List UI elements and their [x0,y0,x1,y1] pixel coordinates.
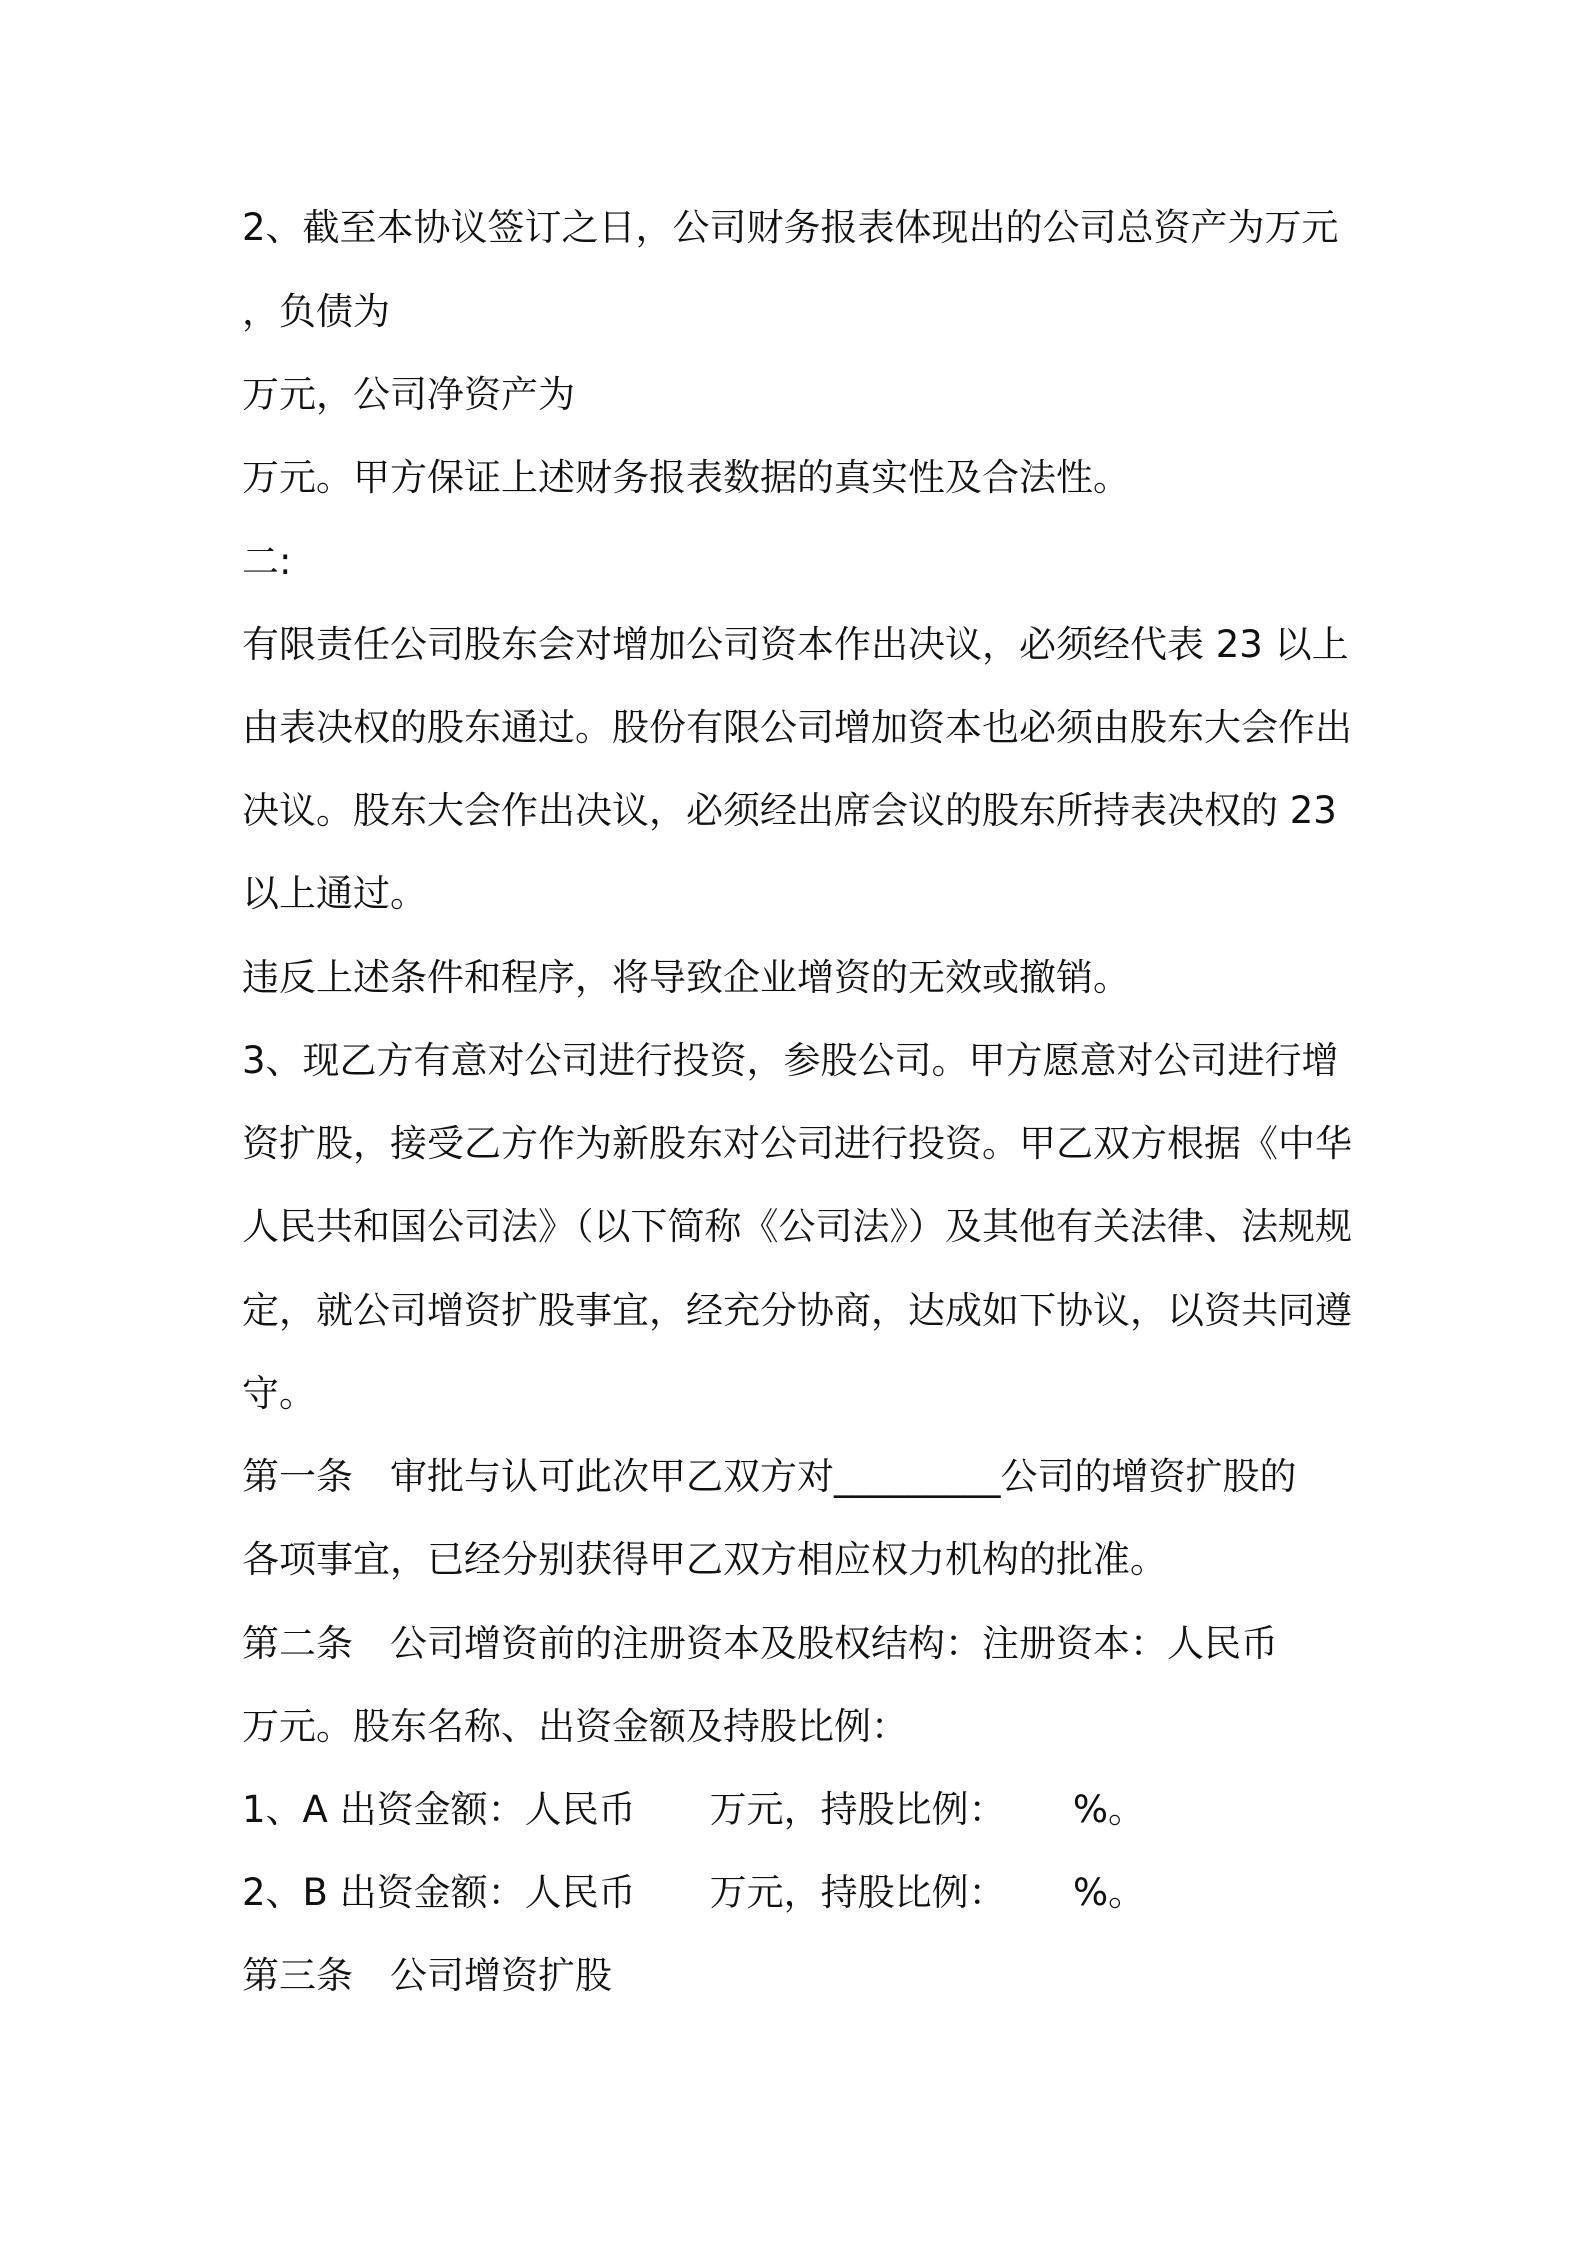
text-line-17: 各项事宜，已经分别获得甲乙双方相应权力机构的批准。 [242,1538,1167,1581]
text-line-14: 定，就公司增资扩股事宜，经充分协商，达成如下协议，以资共同遵 [242,1289,1352,1332]
text-line-18: 第二条 公司增资前的注册资本及股权结构：注册资本：人民币 [242,1622,1278,1665]
text-line-5: 二: [242,540,292,583]
text-line-21: 2、B 出资金额：人民币 万元，持股比例： %。 [242,1871,1146,1914]
text-line-11: 3、现乙方有意对公司进行投资，参股公司。甲方愿意对公司进行增 [242,1039,1339,1082]
text-line-9: 以上通过。 [242,872,427,915]
text-line-20: 1、A 出资金额：人民币 万元，持股比例： %。 [242,1788,1146,1831]
text-line-12: 资扩股，接受乙方作为新股东对公司进行投资。甲乙双方根据《中华 [242,1122,1352,1165]
text-line-6: 有限责任公司股东会对增加公司资本作出决议，必须经代表 23 以上 [242,623,1349,666]
text-line-8: 决议。股东大会作出决议，必须经出席会议的股东所持表决权的 23 [242,789,1337,832]
text-line-19: 万元。股东名称、出资金额及持股比例： [242,1705,908,1748]
text-line-13: 人民共和国公司法》（以下简称《公司法》）及其他有关法律、法规规 [242,1205,1352,1248]
text-line-1: 2、截至本协议签订之日，公司财务报表体现出的公司总资产为万元 [242,206,1339,249]
text-line-3: 万元，公司净资产为 [242,373,575,416]
text-line-22: 第三条 公司增资扩股 [242,1954,612,1997]
text-line-2: ，负债为 [242,290,390,333]
text-line-7: 由表决权的股东通过。股份有限公司增加资本也必须由股东大会作出 [242,706,1352,749]
text-line-16: 第一条 审批与认可此次甲乙双方对_________公司的增资扩股的 [242,1455,1297,1498]
text-line-15: 守。 [242,1372,316,1415]
text-line-10: 违反上述条件和程序，将导致企业增资的无效或撤销。 [242,956,1130,999]
text-line-4: 万元。甲方保证上述财务报表数据的真实性及合法性。 [242,456,1130,499]
